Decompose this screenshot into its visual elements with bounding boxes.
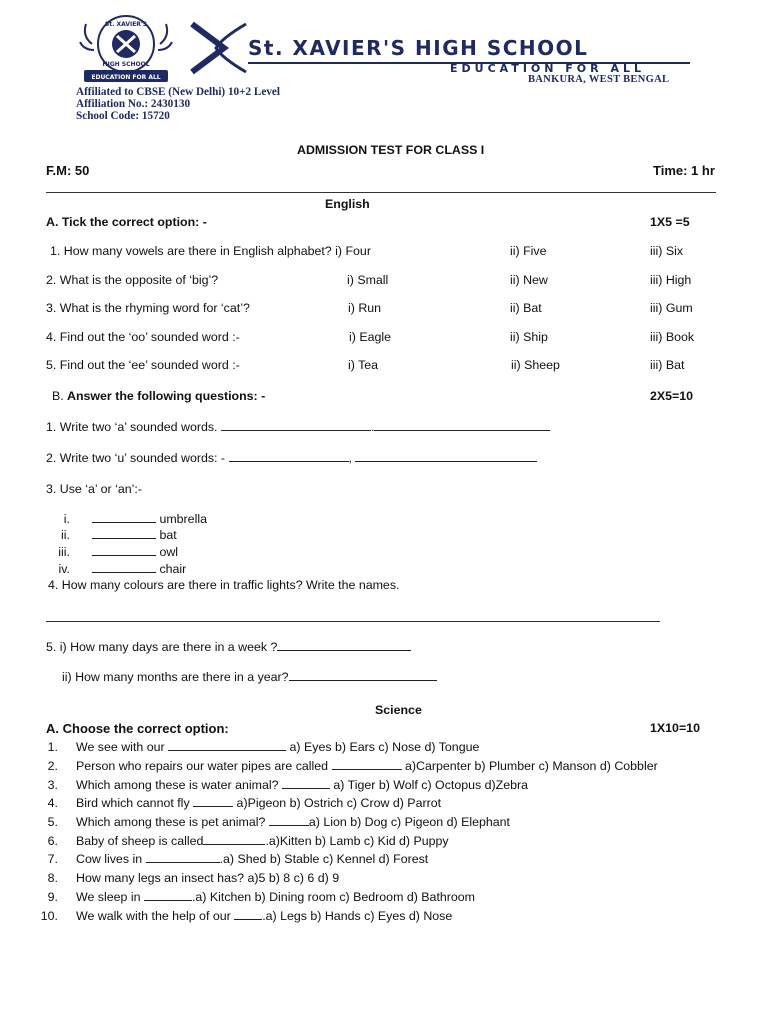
mcq-question bbox=[76, 740, 479, 754]
mcq-options[interactable]: a) Eyes b) Ears c) Nose d) Tongue bbox=[289, 740, 480, 754]
affiliation-number: Affiliation No.: 2430130 bbox=[76, 98, 191, 110]
school-name: St. XAVIER'S HIGH SCHOOL bbox=[248, 36, 589, 60]
question-text: Which among these is water animal? bbox=[76, 778, 279, 792]
english-section-b-prefix: B. bbox=[52, 389, 64, 403]
answer-blank[interactable] bbox=[203, 834, 265, 845]
item-word: umbrella bbox=[159, 512, 207, 526]
mcq-options[interactable]: .a) Legs b) Hands c) Eyes d) Nose bbox=[262, 909, 453, 923]
header-divider bbox=[46, 192, 716, 193]
mcq-option[interactable]: iii) Bat bbox=[650, 358, 685, 372]
item-word: owl bbox=[159, 545, 179, 559]
mcq-question bbox=[76, 890, 475, 904]
answer-blank[interactable] bbox=[146, 852, 220, 863]
question-text: 1. Write two ‘a’ sounded words. bbox=[46, 420, 218, 434]
answer-blank[interactable] bbox=[332, 759, 402, 770]
mcq-question bbox=[76, 852, 428, 866]
mcq-option[interactable]: ii) Bat bbox=[510, 301, 542, 315]
list-item bbox=[92, 512, 207, 526]
school-tagline: EDUCATION FOR ALL bbox=[450, 62, 645, 75]
item-word: chair bbox=[159, 562, 187, 576]
answer-blank[interactable] bbox=[282, 778, 330, 789]
english-section-b-label: Answer the following questions: - bbox=[67, 389, 266, 403]
mcq-question: 4. Find out the ‘oo’ sounded word :- bbox=[46, 330, 240, 344]
question-text: Bird which cannot fly bbox=[76, 796, 190, 810]
short-question bbox=[62, 670, 437, 684]
question-number: 4. bbox=[47, 796, 58, 810]
question-number: 6. bbox=[47, 834, 58, 848]
mcq-option[interactable]: i) Tea bbox=[348, 358, 379, 372]
school-location: BANKURA, WEST BENGAL bbox=[528, 74, 670, 85]
logo-banner-text: EDUCATION FOR ALL bbox=[91, 74, 161, 81]
answer-blank[interactable] bbox=[92, 545, 156, 556]
mcq-question bbox=[76, 759, 658, 773]
question-text: Person who repairs our water pipes are called bbox=[76, 759, 329, 773]
list-item bbox=[92, 528, 177, 542]
question-number: 7. bbox=[47, 852, 58, 866]
blank-separator: . bbox=[370, 420, 375, 434]
mcq-question: How many legs an insect has? a)5 b) 8 c) 6 d) 9 bbox=[76, 871, 340, 885]
answer-blank[interactable] bbox=[193, 796, 233, 807]
answer-blank[interactable] bbox=[92, 528, 156, 539]
exam-title: ADMISSION TEST FOR CLASS I bbox=[297, 143, 485, 157]
mcq-question bbox=[76, 815, 510, 829]
mcq-options[interactable]: a) Tiger b) Wolf c) Octopus d)Zebra bbox=[333, 778, 529, 792]
mcq-option[interactable]: i) Run bbox=[348, 301, 382, 315]
mcq-question: 3. What is the rhyming word for ‘cat’? bbox=[46, 301, 250, 315]
list-item bbox=[92, 562, 186, 576]
answer-blank[interactable] bbox=[229, 451, 349, 462]
mcq-option[interactable]: ii) Ship bbox=[510, 330, 548, 344]
blank-separator: , bbox=[348, 451, 352, 465]
answer-blank[interactable] bbox=[144, 890, 192, 901]
answer-blank[interactable] bbox=[168, 740, 286, 751]
mcq-options[interactable]: .a) Shed b) Stable c) Kennel d) Forest bbox=[219, 852, 429, 866]
mcq-question bbox=[76, 834, 449, 848]
roman-numeral: i. bbox=[63, 512, 70, 526]
question-text: We walk with the help of our bbox=[76, 909, 231, 923]
question-number: 3. bbox=[47, 778, 58, 792]
question-number: 5. bbox=[47, 815, 58, 829]
exam-time: Time: 1 hr bbox=[653, 163, 715, 178]
x-emblem bbox=[186, 20, 250, 76]
english-section-a-marks: 1X5 =5 bbox=[650, 215, 690, 229]
full-marks: F.M: 50 bbox=[46, 163, 90, 178]
mcq-question: 5. Find out the ‘ee’ sounded word :- bbox=[46, 358, 240, 372]
question-number: 2. bbox=[47, 759, 58, 773]
question-number: 8. bbox=[47, 871, 58, 885]
mcq-option[interactable]: iii) Book bbox=[650, 330, 695, 344]
answer-line[interactable] bbox=[46, 621, 660, 622]
mcq-question bbox=[76, 778, 528, 792]
short-question bbox=[46, 640, 411, 654]
science-heading: Science bbox=[375, 703, 422, 717]
mcq-options[interactable]: a)Pigeon b) Ostrich c) Crow d) Parrot bbox=[236, 796, 442, 810]
short-question: 3. Use ‘a’ or ‘an’:- bbox=[46, 482, 142, 496]
answer-blank[interactable] bbox=[221, 420, 371, 431]
roman-numeral: iii. bbox=[58, 545, 70, 559]
answer-blank[interactable] bbox=[277, 640, 411, 651]
logo-bottom-text: HIGH SCHOOL bbox=[102, 61, 150, 68]
mcq-options[interactable]: a) Lion b) Dog c) Pigeon d) Elephant bbox=[308, 815, 510, 829]
logo-top-text: St. XAVIER'S bbox=[104, 21, 148, 28]
mcq-option[interactable]: iii) Gum bbox=[650, 301, 693, 315]
mcq-option[interactable]: i) Small bbox=[347, 273, 389, 287]
answer-blank[interactable] bbox=[355, 451, 537, 462]
mcq-options[interactable]: a)Carpenter b) Plumber c) Manson d) Cobbler bbox=[404, 759, 658, 773]
roman-numeral: ii. bbox=[61, 528, 70, 542]
question-text: We see with our bbox=[76, 740, 165, 754]
answer-blank[interactable] bbox=[289, 670, 437, 681]
mcq-option[interactable]: iii) High bbox=[650, 273, 692, 287]
question-text: 2. Write two ‘u’ sounded words: - bbox=[46, 451, 226, 465]
affiliation-line: Affiliated to CBSE (New Delhi) 10+2 Level bbox=[76, 86, 280, 98]
list-item bbox=[92, 545, 178, 559]
answer-blank[interactable] bbox=[374, 420, 550, 431]
mcq-question bbox=[76, 909, 452, 923]
question-number: 1. bbox=[47, 740, 58, 754]
question-text: Cow lives in bbox=[76, 852, 143, 866]
answer-blank[interactable] bbox=[92, 562, 156, 573]
short-question: 4. How many colours are there in traffic lights? Write the names. bbox=[48, 578, 400, 592]
answer-blank[interactable] bbox=[234, 909, 262, 920]
mcq-option[interactable]: ii) Sheep bbox=[511, 358, 560, 372]
item-word: bat bbox=[159, 528, 177, 542]
short-question bbox=[46, 420, 550, 434]
science-section-a-marks: 1X10=10 bbox=[650, 721, 700, 735]
mcq-question bbox=[76, 796, 441, 810]
mcq-option[interactable]: ii) Five bbox=[510, 244, 547, 258]
question-text: 5. i) How many days are there in a week ? bbox=[46, 640, 278, 654]
english-section-a-label: A. Tick the correct option: - bbox=[46, 215, 207, 229]
question-text: Which among these is pet animal? bbox=[76, 815, 266, 829]
mcq-options[interactable]: .a)Kitten b) Lamb c) Kid d) Puppy bbox=[265, 834, 449, 848]
mcq-option[interactable]: iii) Six bbox=[650, 244, 684, 258]
question-number: 9. bbox=[47, 890, 58, 904]
roman-numeral: iv. bbox=[58, 562, 70, 576]
short-question bbox=[46, 451, 537, 465]
question-text: We sleep in bbox=[76, 890, 141, 904]
school-logo bbox=[78, 14, 174, 84]
english-section-b-marks: 2X5=10 bbox=[650, 389, 694, 403]
mcq-options[interactable]: .a) Kitchen b) Dining room c) Bedroom d) Bathroom bbox=[191, 890, 476, 904]
answer-blank[interactable] bbox=[92, 512, 156, 523]
english-heading: English bbox=[325, 197, 370, 211]
mcq-option[interactable]: i) Eagle bbox=[349, 330, 392, 344]
question-number: 10. bbox=[40, 909, 58, 923]
mcq-option[interactable]: ii) New bbox=[510, 273, 548, 287]
question-text: ii) How many months are there in a year? bbox=[62, 670, 289, 684]
mcq-question: 2. What is the opposite of ‘big’? bbox=[46, 273, 219, 287]
mcq-question: 1. How many vowels are there in English alphabet? i) Four bbox=[50, 244, 371, 258]
answer-blank[interactable] bbox=[269, 815, 309, 826]
question-text: Baby of sheep is called bbox=[76, 834, 204, 848]
school-code: School Code: 15720 bbox=[76, 110, 170, 122]
science-section-a-label: A. Choose the correct option: bbox=[46, 721, 229, 736]
